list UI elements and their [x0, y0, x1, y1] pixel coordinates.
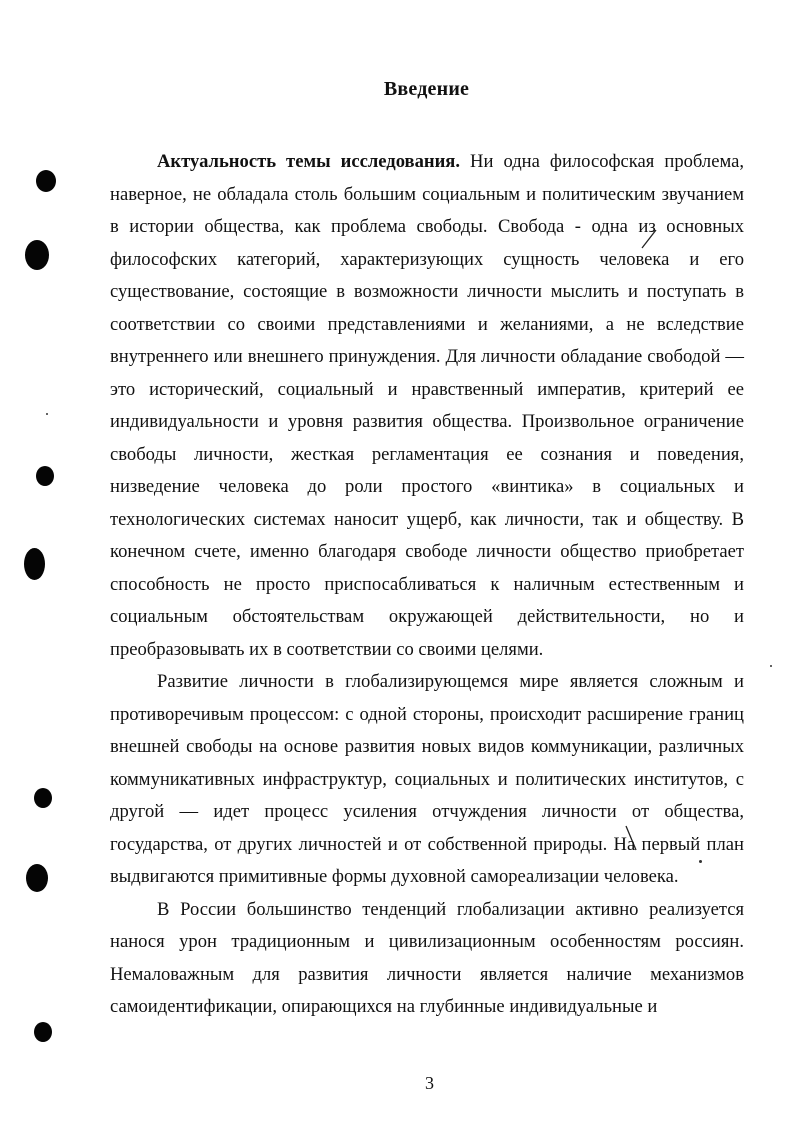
- paragraph-2: Развитие личности в глобализирующемся мире является сложным и противоречивым процессом: с одной стороны, происходит расширение границ внешней свободы на основе развития новых видов коммуникации, различных коммуникативных инфраструктур, социальных и политических институтов, с другой — идет процесс усиления отчуждения личности от общества, государства, от других личностей и от собственной природы. На первый план выдвигаются примитивные формы духовной самореализации человека.: [110, 671, 744, 887]
- punch-hole: [36, 466, 54, 486]
- paragraph-3: В России большинство тенденций глобализации активно реализуется нанося урон традиционным и цивилизационным особенностям россиян. Немаловажным для развития личности является наличие механизмов самоидентификации, опирающихся на глубинные индивидуальные и: [110, 898, 744, 1017]
- scan-speck: [770, 665, 772, 667]
- punch-hole: [26, 864, 48, 892]
- punch-hole: [34, 788, 52, 808]
- punch-hole: [25, 240, 49, 270]
- body-text: [110, 146, 744, 1024]
- punch-hole: [34, 1022, 52, 1042]
- page-title: Введение: [383, 78, 470, 100]
- paragraph-lead: Актуальность темы исследования.: [157, 151, 461, 172]
- punch-hole: [24, 548, 45, 580]
- scan-speck: [46, 413, 48, 415]
- paragraph-1: [110, 146, 744, 666]
- paragraph-text: Ни одна философская проблема, наверное, не обладала столь большим социальным и политическим звучанием в истории общества, как проблема свободы. Свобода - одна из основных философских категорий, характеризующих сущность человека и его существование, состоящие в возможности личности мыслить и поступать в соответствии со своими представлениями и желаниями, а не вследствие внутреннего или внешнего принуждения. Для личности обладание свободой — это исторический, социальный и нравственный императив, критерий ее индивидуальности и уровня развития общества. Произвольное ограничение свободы личности, жесткая регламентация ее сознания и поведения, низведение человека до роли простого «винтика» в социальных и технологических системах наносит ущерб, как личности, так и обществу. В конечном счете, именно благодаря свободе личности общество приобретает способность не просто приспосабливаться к наличным естественным и социальным обстоятельствам окружающей действительности, но и преобразовывать их в соответствии со своими целями.: [110, 151, 744, 660]
- page-number: 3: [425, 1073, 434, 1093]
- punch-hole: [36, 170, 56, 192]
